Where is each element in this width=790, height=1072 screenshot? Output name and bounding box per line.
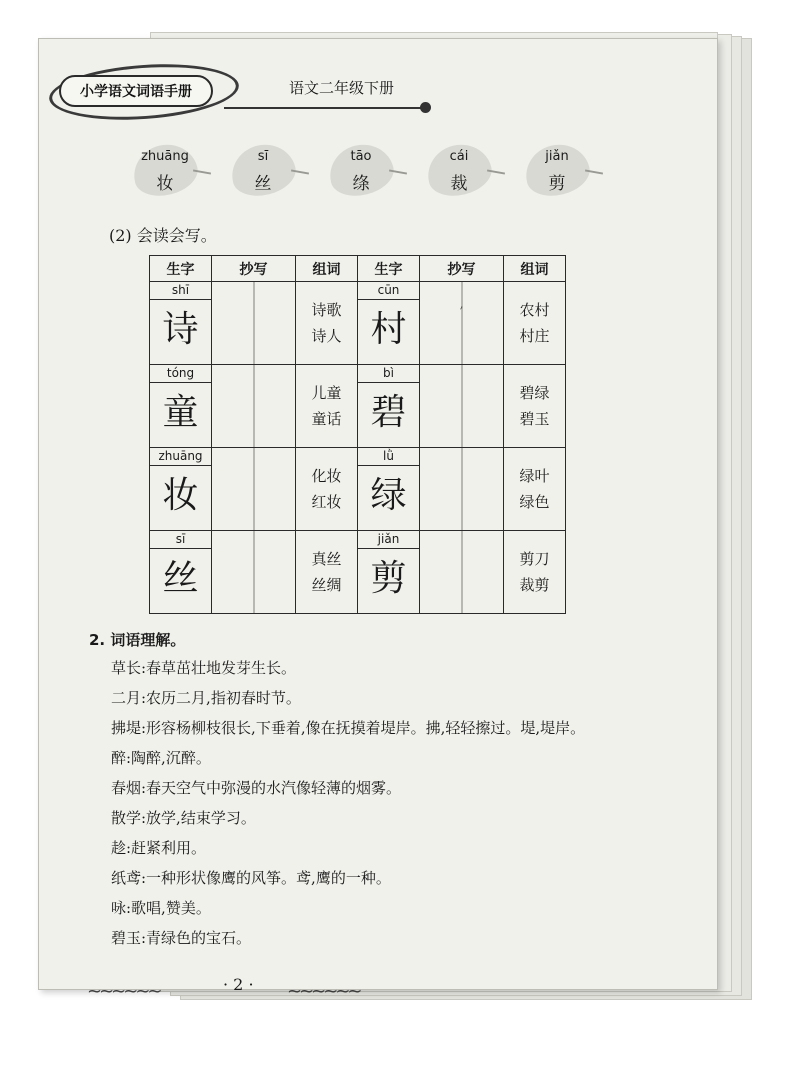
character-glyph: 碧 <box>370 392 407 433</box>
copy-practice-cell[interactable] <box>212 282 296 365</box>
leaf-card <box>129 141 213 201</box>
list-item: 二月:农历二月,指初春时节。 <box>111 689 301 707</box>
word: 村庄 <box>519 327 550 345</box>
character-cell <box>150 448 212 531</box>
leaf-character-row <box>129 141 629 201</box>
copy-practice-cell[interactable] <box>420 365 504 448</box>
list-item: 拂堤:形容杨柳枝很长,下垂着,像在抚摸着堤岸。拂,轻轻擦过。堤,堤岸。 <box>111 719 586 737</box>
word: 童话 <box>311 410 342 428</box>
table-row <box>150 365 566 448</box>
vocab-section-title: 2. 词语理解。 <box>89 631 186 649</box>
vocab-definition-list <box>111 653 671 953</box>
character-cell <box>150 531 212 614</box>
character-glyph: 绿 <box>370 475 407 516</box>
series-title: 小学语文词语手册 <box>59 75 213 107</box>
grade-title: 语文二年级下册 <box>289 79 395 97</box>
leaf-pinyin: tāo <box>350 149 372 164</box>
list-item: 碧玉:青绿色的宝石。 <box>111 929 252 947</box>
leaf-pinyin: zhuāng <box>141 149 189 164</box>
list-item: 散学:放学,结束学习。 <box>111 809 256 827</box>
character-pinyin: sī <box>150 531 211 549</box>
word: 真丝 <box>311 550 342 568</box>
word: 化妆 <box>311 467 342 485</box>
table-row <box>150 448 566 531</box>
character-cell <box>150 282 212 365</box>
word: 红妆 <box>311 493 342 511</box>
leaf-card <box>325 141 409 201</box>
word-group-cell <box>504 365 566 448</box>
column-header: 抄写 <box>420 256 504 282</box>
copy-practice-cell[interactable] <box>212 365 296 448</box>
character-pinyin: tóng <box>150 365 211 383</box>
character-pinyin: lǜ <box>358 448 419 466</box>
character-pinyin: cūn <box>358 282 419 300</box>
character-glyph: 丝 <box>162 558 199 599</box>
wave-ornament-icon: ~~~~~~ <box>87 981 160 1002</box>
book-page <box>38 38 718 1002</box>
list-item: 咏:歌唱,赞美。 <box>111 899 211 917</box>
table-header-row <box>150 256 566 282</box>
word: 儿童 <box>311 384 342 402</box>
page-number: · 2 · <box>223 975 254 994</box>
column-header: 生字 <box>358 256 420 282</box>
table-row <box>150 282 566 365</box>
write-section-title: (2) 会读会写。 <box>109 226 217 245</box>
character-glyph: 诗 <box>162 309 199 350</box>
leaf-pinyin: sī <box>257 149 269 164</box>
character-glyph: 剪 <box>370 558 407 599</box>
word: 绿叶 <box>519 467 550 485</box>
table-row <box>150 531 566 614</box>
pen-mark: , <box>459 297 464 311</box>
word: 碧绿 <box>519 384 550 402</box>
word-group-cell <box>296 531 358 614</box>
leaf-card <box>423 141 507 201</box>
character-pinyin: zhuāng <box>150 448 211 466</box>
word-group-cell <box>504 448 566 531</box>
page-footer <box>87 971 417 1001</box>
copy-practice-cell[interactable] <box>212 448 296 531</box>
list-item: 纸鸢:一种形状像鹰的风筝。鸢,鹰的一种。 <box>111 869 391 887</box>
leaf-card <box>521 141 605 201</box>
word: 剪刀 <box>519 550 550 568</box>
copy-practice-cell[interactable] <box>420 531 504 614</box>
word: 绿色 <box>519 493 550 511</box>
header-divider <box>224 107 424 109</box>
wave-ornament-icon: ~~~~~~ <box>287 981 360 1002</box>
copy-practice-cell[interactable] <box>420 448 504 531</box>
word: 农村 <box>519 301 550 319</box>
character-glyph: 妆 <box>162 475 199 516</box>
character-cell <box>150 365 212 448</box>
copy-practice-cell[interactable] <box>420 282 504 365</box>
character-cell <box>358 282 420 365</box>
character-writing-table <box>149 255 566 614</box>
copy-practice-cell[interactable] <box>212 531 296 614</box>
list-item: 草长:春草茁壮地发芽生长。 <box>111 659 297 677</box>
header-dot-decoration <box>420 102 431 113</box>
word: 诗人 <box>311 327 342 345</box>
character-glyph: 童 <box>162 392 199 433</box>
column-header: 抄写 <box>212 256 296 282</box>
word-group-cell <box>504 531 566 614</box>
leaf-character: 剪 <box>548 174 566 194</box>
leaf-character: 绦 <box>352 174 370 194</box>
word: 裁剪 <box>519 576 550 594</box>
list-item: 醉:陶醉,沉醉。 <box>111 749 211 767</box>
column-header: 组词 <box>296 256 358 282</box>
word-group-cell <box>296 365 358 448</box>
leaf-character: 妆 <box>156 174 174 194</box>
character-glyph: 村 <box>370 309 407 350</box>
leaf-character: 裁 <box>450 174 468 194</box>
word-group-cell <box>296 448 358 531</box>
leaf-character: 丝 <box>254 174 272 194</box>
character-cell <box>358 448 420 531</box>
leaf-pinyin: jiǎn <box>545 149 569 164</box>
character-pinyin: shī <box>150 282 211 300</box>
column-header: 组词 <box>504 256 566 282</box>
leaf-pinyin: cái <box>449 149 469 164</box>
leaf-card <box>227 141 311 201</box>
list-item: 趁:赶紧利用。 <box>111 839 207 857</box>
word-group-cell <box>504 282 566 365</box>
character-cell <box>358 365 420 448</box>
list-item: 春烟:春天空气中弥漫的水汽像轻薄的烟雾。 <box>111 779 402 797</box>
word: 诗歌 <box>311 301 342 319</box>
character-pinyin: bì <box>358 365 419 383</box>
word: 碧玉 <box>519 410 550 428</box>
word-group-cell <box>296 282 358 365</box>
column-header: 生字 <box>150 256 212 282</box>
character-pinyin: jiǎn <box>358 531 419 549</box>
character-cell <box>358 531 420 614</box>
word: 丝绸 <box>311 576 342 594</box>
